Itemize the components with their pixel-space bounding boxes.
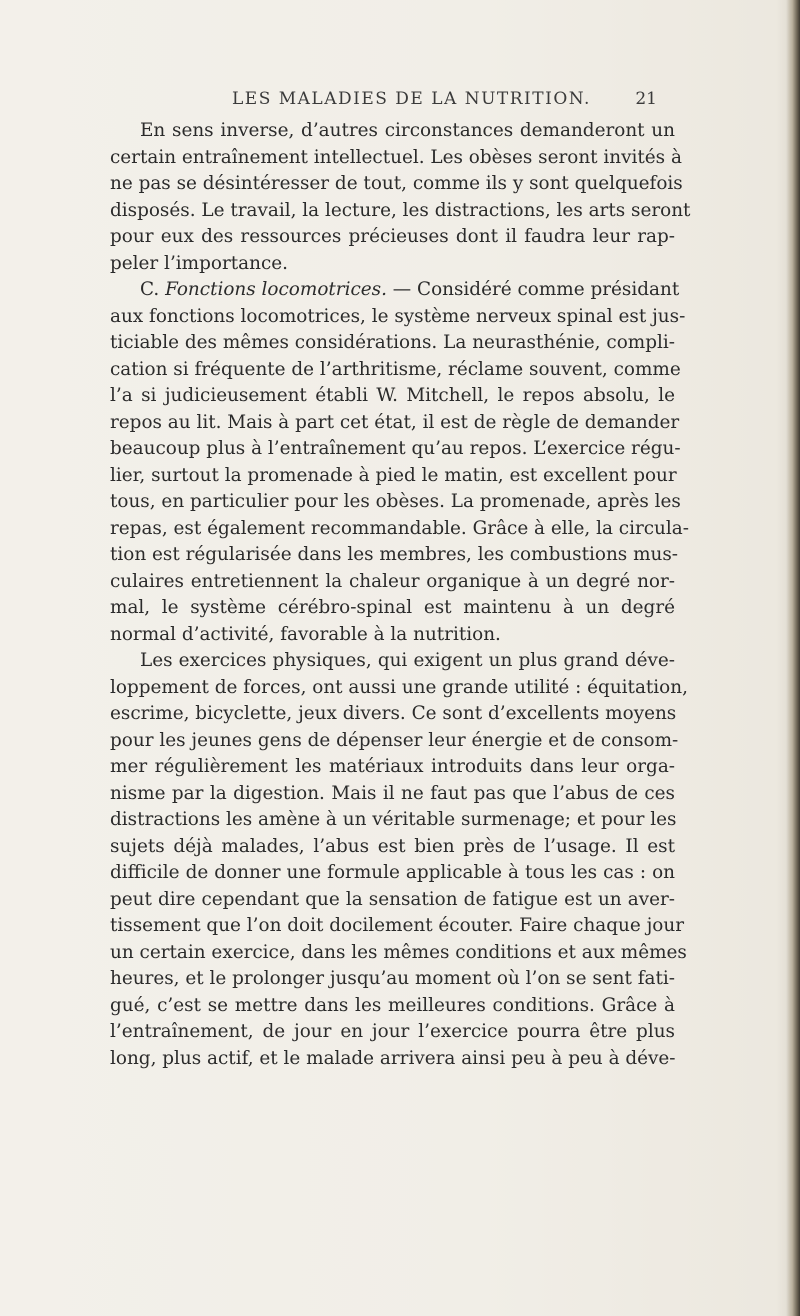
text-line: distractions les amène à un véritable surmenage; et pour les [110,809,677,830]
section-heading-line: C. Fonctions locomotrices. — Considéré comme présidant [140,279,680,300]
text-line: sujets déjà malades, l’abus est bien près de l’usage. Il est [110,835,675,857]
text-line: pour les jeunes gens de dépenser leur énergie et de consom- [110,729,679,751]
text-line: disposés. Le travail, la lecture, les distractions, les arts seront [110,199,691,221]
text-line: aux fonctions locomotrices, le système nerveux spinal est jus- [110,305,686,327]
text-line: tion est régularisée dans les membres, les combustions mus- [110,544,679,565]
text-line: beaucoup plus à l’entraînement qu’au repos. L’exercice régu- [110,438,681,459]
text-line: repos au lit. Mais à part cet état, il est de règle de demander [110,411,680,433]
text-line: heures, et le prolonger jusqu’au moment où l’on se sent fati- [110,968,675,989]
text-line: En sens inverse, d’autres circonstances demanderont un [140,120,675,141]
text-line: culaires entretiennent la chaleur organique à un degré nor- [110,570,675,592]
text-line: long, plus actif, et le malade arrivera ainsi peu à peu à déve- [110,1047,676,1069]
text-line: peut dire cependant que la sensation de fatigue est un aver- [110,888,675,910]
text-line: peler l’importance. [110,252,288,274]
text-line: pour eux des ressources précieuses dont il faudra leur rap- [110,226,675,247]
text-line: loppement de forces, ont aussi une grande utilité : équitation, [110,676,688,698]
text-line: l’a si judicieusement établi W. Mitchell, le repos absolu, le [110,385,675,406]
text-line: normal d’activité, favorable à la nutrition. [110,623,501,645]
text-line: nisme par la digestion. Mais il ne faut pas que l’abus de ces [110,782,675,804]
text-line: un certain exercice, dans les mêmes conditions et aux mêmes [110,941,687,963]
text-line: difficile de donner une formule applicable à tous les cas : on [110,862,675,883]
page-number: 21 [635,89,657,109]
text-line: gué, c’est se mettre dans les meilleures conditions. Grâce à [110,994,675,1016]
text-line: tissement que l’on doit docilement écouter. Faire chaque jour [110,915,685,936]
text-line: lier, surtout la promenade à pied le matin, est excellent pour [110,464,677,486]
text-line: mal, le système cérébro-spinal est maintenu à un degré [110,597,675,618]
text-line: ticiable des mêmes considérations. La neurasthénie, compli- [110,332,675,353]
text-line: escrime, bicyclette, jeux divers. Ce sont d’excellents moyens [110,703,677,724]
text-line: cation si fréquente de l’arthritisme, réclame souvent, comme [110,358,681,380]
running-header [232,89,657,109]
binding-edge [786,0,800,1316]
text-line: ne pas se désintéresser de tout, comme ils y sont quelquefois [110,173,683,194]
text-line: l’entraînement, de jour en jour l’exercice pourra être plus [110,1021,675,1042]
section-heading-italic: Fonctions locomotrices. [165,279,387,300]
text-line: certain entraînement intellectuel. Les obèses seront invités à [110,146,682,168]
running-title: LES MALADIES DE LA NUTRITION. [232,89,591,109]
text-line: mer régulièrement les matériaux introduits dans leur orga- [110,756,675,777]
text-line: repas, est également recommandable. Grâce à elle, la circula- [110,517,689,539]
text-line: tous, en particulier pour les obèses. La promenade, après les [110,491,681,512]
body-text [110,118,691,1072]
text-line: Les exercices physiques, qui exigent un plus grand déve- [140,650,675,671]
